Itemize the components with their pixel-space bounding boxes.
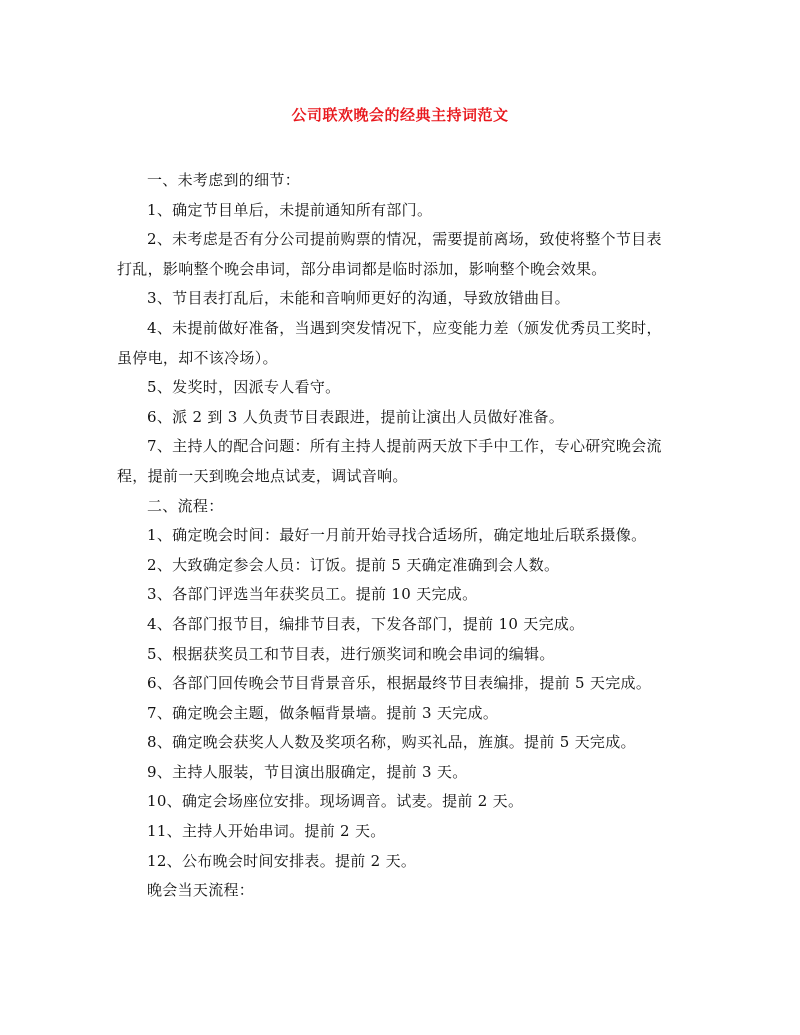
paragraph: 7、确定晚会主题，做条幅背景墙。提前 3 天完成。 <box>147 703 499 722</box>
document-body <box>117 166 677 906</box>
paragraph: 11、主持人开始串词。提前 2 天。 <box>147 822 386 841</box>
section-heading: 二、流程： <box>147 496 224 515</box>
paragraph: 3、各部门评选当年获奖员工。提前 10 天完成。 <box>147 585 478 604</box>
paragraph: 6、各部门回传晚会节目背景音乐，根据最终节目表编排，提前 5 天完成。 <box>147 674 652 693</box>
paragraph: 2、大致确定参会人员：订饭。提前 5 天确定准确到会人数。 <box>147 555 560 574</box>
paragraph: 5、发奖时，因派专人看守。 <box>147 378 341 397</box>
paragraph: 4、未提前做好准备，当遇到突发情况下，应变能力差（颁发优秀员工奖时，虽停电，却不该冷场）。 <box>117 318 662 367</box>
section-heading: 一、未考虑到的细节： <box>147 171 301 189</box>
paragraph: 7、主持人的配合问题：所有主持人提前两天放下手中工作，专心研究晚会流程，提前一天到晚会地点试麦，调试音响。 <box>117 437 662 485</box>
paragraph: 10、确定会场座位安排。现场调音。试麦。提前 2 天。 <box>147 792 524 811</box>
paragraph: 2、未考虑是否有分公司提前购票的情况，需要提前离场，致使将整个节目表打乱，影响整个晚会串词，部分串词都是临时添加，影响整个晚会效果。 <box>117 230 662 278</box>
paragraph: 8、确定晚会获奖人人数及奖项名称，购买礼品，旌旗。提前 5 天完成。 <box>147 733 636 752</box>
paragraph: 1、确定晚会时间：最好一月前开始寻找合适场所，确定地址后联系摄像。 <box>147 526 647 545</box>
section-heading: 晚会当天流程： <box>147 881 255 900</box>
paragraph: 3、节目表打乱后，未能和音响师更好的沟通，导致放错曲目。 <box>147 289 570 308</box>
paragraph: 4、各部门报节目，编排节目表，下发各部门，提前 10 天完成。 <box>147 614 585 633</box>
document-title: 公司联欢晚会的经典主持词范文 <box>291 106 509 124</box>
paragraph: 6、派 2 到 3 人负责节目表跟进，提前让演出人员做好准备。 <box>147 407 565 426</box>
paragraph: 5、根据获奖员工和节目表，进行颁奖词和晚会串词的编辑。 <box>147 644 555 663</box>
paragraph: 1、确定节目单后，未提前通知所有部门。 <box>147 200 433 219</box>
paragraph: 12、公布晚会时间安排表。提前 2 天。 <box>147 851 417 870</box>
paragraph: 9、主持人服装，节目演出服确定，提前 3 天。 <box>147 762 468 781</box>
